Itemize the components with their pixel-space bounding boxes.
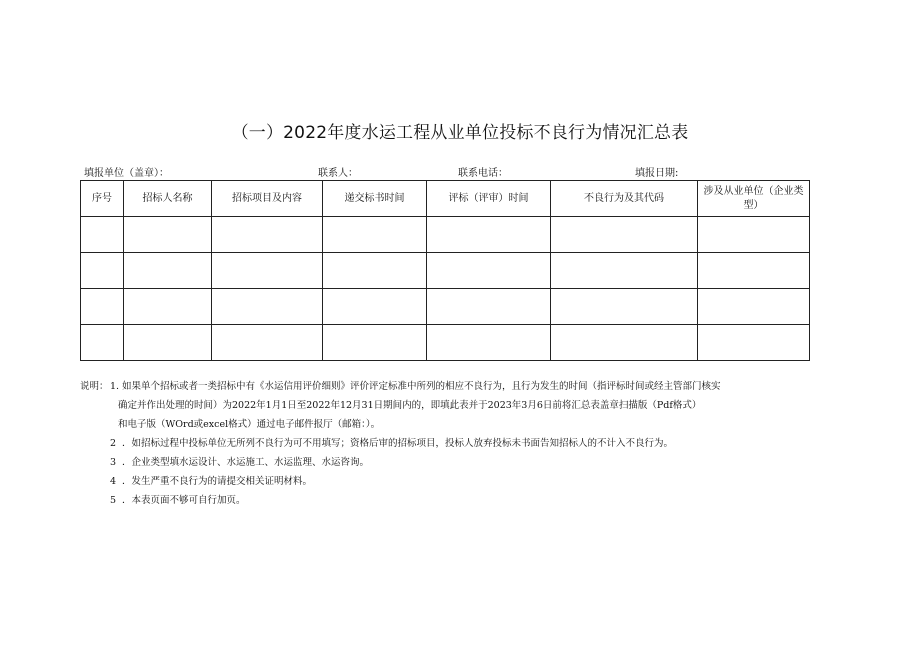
note-continuation <box>80 415 820 434</box>
table-cell[interactable] <box>427 325 551 361</box>
note-item <box>80 491 820 510</box>
table-row <box>81 253 810 289</box>
table-cell[interactable] <box>551 253 698 289</box>
table-cell[interactable] <box>323 325 427 361</box>
table-cell[interactable] <box>323 217 427 253</box>
table-cell[interactable] <box>551 289 698 325</box>
table-cell[interactable] <box>81 289 124 325</box>
table-cell[interactable] <box>323 253 427 289</box>
meta-unit: 填报单位（盖章）： <box>84 168 169 179</box>
meta-contact: 联系人： <box>318 168 358 179</box>
table-cell[interactable] <box>698 325 810 361</box>
table-cell[interactable] <box>124 253 212 289</box>
header-tenderer: 招标人名称 <box>124 181 212 217</box>
note-number: 2 <box>110 438 117 449</box>
note-number: 4 <box>110 476 117 487</box>
table-cell[interactable] <box>81 325 124 361</box>
table-cell[interactable] <box>124 217 212 253</box>
header-submit-time: 递交标书时间 <box>323 181 427 217</box>
table-cell[interactable] <box>698 289 810 325</box>
table-row <box>81 325 810 361</box>
note-text: ．本表页面不够可自行加页。 <box>122 495 246 506</box>
table-cell[interactable] <box>427 253 551 289</box>
header-project: 招标项目及内容 <box>212 181 323 217</box>
header-index: 序号 <box>81 181 124 217</box>
table-header-row <box>81 181 810 217</box>
note-text: 确定并作出处理的时间）为2022年1月1日至2022年12月31日期间内的，即填此表并于2023年3月6日前将汇总表盖章扫描版（Pdf格式） <box>118 400 702 411</box>
header-misconduct: 不良行为及其代码 <box>551 181 698 217</box>
note-number: 3 <box>110 457 117 468</box>
table-cell[interactable] <box>698 217 810 253</box>
note-text: 和电子版（WOrd或excel格式）通过电子邮件报厅（邮箱：）。 <box>118 419 381 430</box>
note-item <box>80 377 820 396</box>
note-text: ．如招标过程中投标单位无所列不良行为可不用填写；资格后审的招标项目，投标人放弃投标未书面告知招标人的不计入不良行为。 <box>122 438 674 449</box>
note-text: ．企业类型填水运设计、水运施工、水运监理、水运咨询。 <box>122 457 370 468</box>
table-cell[interactable] <box>212 253 323 289</box>
note-continuation <box>80 396 820 415</box>
header-review-time: 评标（评审）时间 <box>427 181 551 217</box>
table-cell[interactable] <box>212 325 323 361</box>
summary-table <box>80 180 810 361</box>
table-cell[interactable] <box>212 217 323 253</box>
table-cell[interactable] <box>427 289 551 325</box>
note-item <box>80 472 820 491</box>
meta-date: 填报日期: <box>635 168 679 179</box>
table-cell[interactable] <box>551 217 698 253</box>
note-item <box>80 453 820 472</box>
table-cell[interactable] <box>212 289 323 325</box>
table-cell[interactable] <box>551 325 698 361</box>
header-unit-type: 涉及从业单位（企业类型） <box>698 181 810 217</box>
note-item <box>80 434 820 453</box>
table-row <box>81 289 810 325</box>
table-cell[interactable] <box>124 289 212 325</box>
notes-section <box>80 377 820 510</box>
page-title: （一）2022年度水运工程从业单位投标不良行为情况汇总表 <box>231 123 689 143</box>
table-cell[interactable] <box>427 217 551 253</box>
note-text: ．发生严重不良行为的请提交相关证明材料。 <box>122 476 313 487</box>
table-row <box>81 217 810 253</box>
table-cell[interactable] <box>698 253 810 289</box>
note-number: 1. <box>110 381 120 392</box>
note-number: 5 <box>110 495 117 506</box>
table-cell[interactable] <box>323 289 427 325</box>
meta-phone: 联系电话： <box>458 168 508 179</box>
table-cell[interactable] <box>81 217 124 253</box>
table-cell[interactable] <box>124 325 212 361</box>
note-text: 如果单个招标或者一类招标中有《水运信用评价细则》评价评定标准中所列的相应不良行为，且行为发生的时间（指评标时间或经主管部门核实 <box>122 381 721 392</box>
notes-label: 说明： <box>80 381 109 392</box>
table-cell[interactable] <box>81 253 124 289</box>
